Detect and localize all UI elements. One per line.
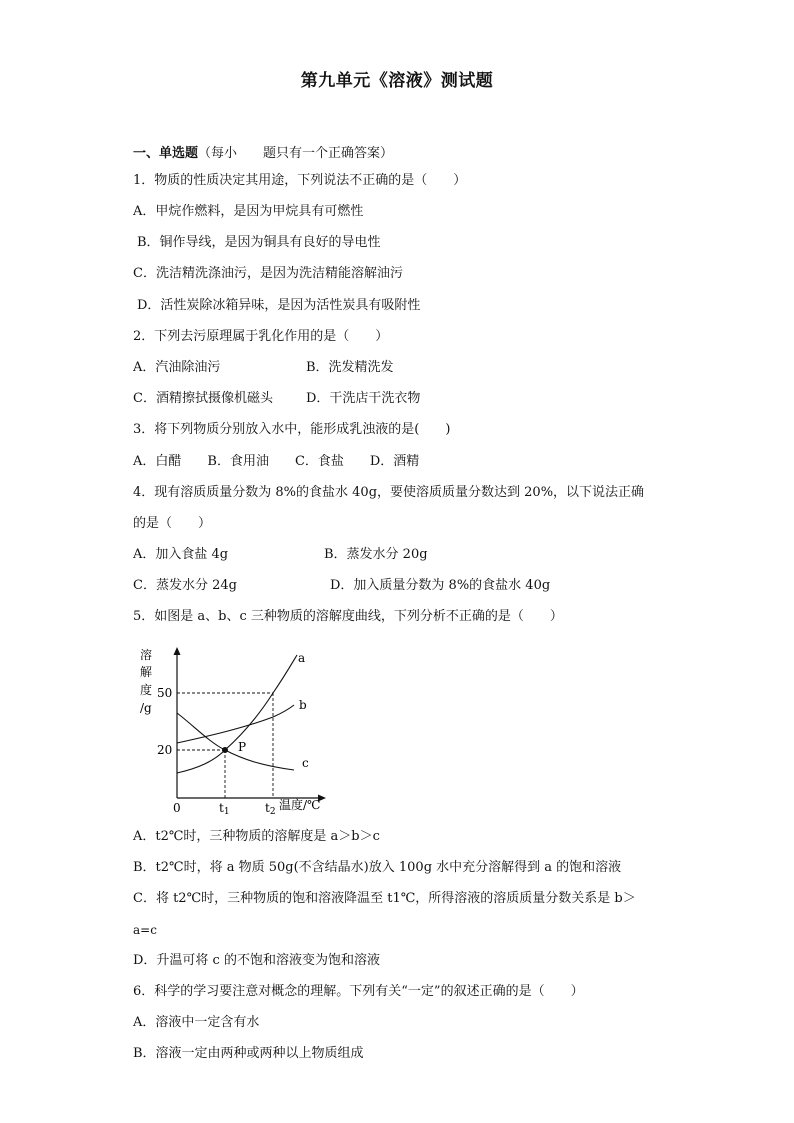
- y-label-char-4: /g: [140, 701, 152, 715]
- question-5-option-c: C．将 t2℃时，三种物质的饱和溶液降温至 t1℃，所得溶液的溶质质量分数关系是 b＞: [133, 891, 636, 906]
- question-6-stem: 6．科学的学习要注意对概念的理解。下列有关“一定”的叙述正确的是（ ）: [133, 984, 584, 999]
- question-1-option-a: A．甲烷作燃料，是因为甲烷具有可燃性: [133, 204, 364, 219]
- y-axis-arrow: [174, 647, 181, 655]
- question-5-option-d: D．升温可将 c 的不饱和溶液变为饱和溶液: [133, 953, 380, 968]
- question-4-option-c: C．蒸发水分 24g: [133, 578, 237, 593]
- x-tick-t2: t2: [265, 801, 276, 817]
- question-6-option-b: B．溶液一定由两种或两种以上物质组成: [133, 1046, 364, 1061]
- question-1-option-c: C．洗洁精洗涤油污，是因为洗洁精能溶解油污: [133, 266, 403, 281]
- question-4-option-d: D．加入质量分数为 8%的食盐水 40g: [330, 578, 551, 593]
- question-5-option-b: B．t2℃时，将 a 物质 50g(不含结晶水)放入 100g 水中充分溶解得到 a 的饱和溶液: [133, 860, 622, 875]
- question-3-stem: 3．将下列物质分别放入水中，能形成乳浊液的是( ): [133, 422, 451, 437]
- section-note: （每小 题只有一个正确答案）: [198, 146, 394, 161]
- question-2-option-d: D．干洗店干洗衣物: [306, 391, 421, 406]
- question-1-option-d: D．活性炭除冰箱异味，是因为活性炭具有吸附性: [137, 298, 421, 313]
- question-5-stem: 5．如图是 a、b、c 三种物质的溶解度曲线，下列分析不正确的是（ ）: [133, 609, 563, 624]
- curve-c-label: c: [302, 756, 309, 770]
- question-1-option-b: B．铜作导线，是因为铜具有良好的导电性: [137, 235, 381, 250]
- question-2-option-b: B．洗发精洗发: [306, 360, 394, 375]
- question-6-option-a: A．溶液中一定含有水: [133, 1015, 260, 1030]
- question-3-options: A．白醋 B．食用油 C．食盐 D．酒精: [133, 454, 420, 469]
- section-label: 一、单选题: [133, 146, 199, 161]
- curve-b: [177, 705, 294, 743]
- y-tick-50: 50: [157, 686, 173, 700]
- curve-a-label: a: [298, 651, 306, 665]
- point-p-label: P: [238, 740, 247, 754]
- question-5-option-a: A．t2℃时，三种物质的溶解度是 a＞b＞c: [133, 829, 380, 844]
- y-label-char-2: 解: [140, 665, 153, 679]
- question-4-option-a: A．加入食盐 4g: [133, 547, 229, 562]
- question-4-stem-line-1: 4．现有溶质质量分数为 8%的食盐水 40g，要使溶质质量分数达到 20%，以下说法正确: [133, 485, 645, 500]
- section-heading: [133, 145, 393, 163]
- page-title: 第九单元《溶液》测试题: [300, 71, 494, 91]
- curve-c: [177, 713, 294, 770]
- solubility-chart: [134, 643, 354, 818]
- y-label-char-1: 溶: [140, 648, 153, 662]
- x-axis-label: 温度/℃: [279, 798, 321, 812]
- question-4-stem-line-2: 的是（ ）: [133, 516, 212, 531]
- x-tick-t1: t1: [219, 801, 230, 817]
- curve-b-label: b: [299, 698, 307, 712]
- x-tick-0: 0: [173, 801, 181, 815]
- question-5-option-c-continued: a=c: [133, 923, 157, 937]
- question-1-stem: 1．物质的性质决定其用途，下列说法不正确的是（ ）: [133, 173, 467, 188]
- question-4-option-b: B．蒸发水分 20g: [324, 547, 428, 562]
- question-2-option-c: C．酒精擦拭摄像机磁头: [133, 391, 273, 406]
- point-p-marker: [222, 747, 228, 753]
- question-2-stem: 2．下列去污原理属于乳化作用的是（ ）: [133, 329, 389, 344]
- y-label-char-3: 度: [140, 683, 153, 697]
- y-tick-20: 20: [157, 743, 173, 757]
- question-2-option-a: A．汽油除油污: [133, 360, 221, 375]
